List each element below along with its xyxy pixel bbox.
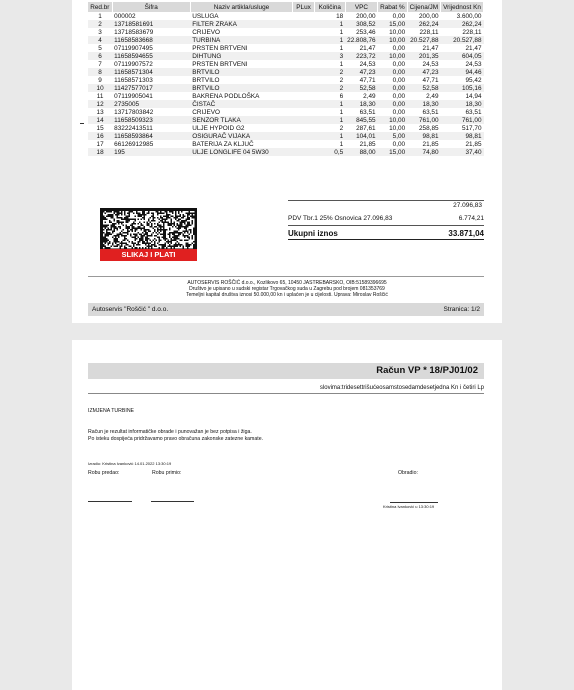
cell-naziv: BRTVILO: [190, 68, 293, 76]
invoice-page-1: [72, 0, 502, 323]
cell-cijena: 21,85: [422, 140, 439, 148]
cell-kolicina: 6: [339, 92, 344, 100]
cell-naziv: ČISTAČ: [190, 100, 293, 108]
cell-plux: [293, 12, 315, 20]
cell-kolicina: 2: [314, 68, 345, 76]
cell-rb: 15: [96, 124, 104, 132]
cell-naziv: BRTVILO: [192, 76, 220, 84]
cell-kolicina: 2: [339, 124, 344, 132]
table-row: [88, 132, 484, 140]
cell-naziv: TURBINA: [190, 36, 293, 44]
cell-vrijednost: 20.527,88: [441, 36, 484, 44]
cell-cijena: 63,51: [422, 108, 439, 116]
cell-cijena: 47,71: [422, 76, 439, 84]
cell-sifra: 11658594655: [112, 52, 190, 60]
cell-vpc: 88,00: [345, 148, 377, 156]
cell-vrijednost: 105,16: [441, 84, 484, 92]
cell-kolicina: 1: [314, 20, 345, 28]
cell-vrijednost: 262,24: [441, 20, 484, 28]
cell-kolicina: 1: [339, 44, 344, 52]
subtotal-row: [288, 200, 484, 210]
cell-rb: 7: [98, 60, 102, 68]
footer-page-number: Stranica: 1/2: [443, 306, 480, 313]
cell-rabat: 0,00: [392, 92, 406, 100]
cell-sifra: 83222413511: [114, 124, 153, 132]
cell-rabat: 0,00: [378, 100, 408, 108]
cell-rabat: 10,00: [378, 36, 408, 44]
total-value: 33.871,04: [448, 229, 484, 238]
disclaimer-line2: Po isteku dospijeća pridržavamo pravo obračuna zakonske zatezne kamate.: [88, 436, 264, 442]
cell-rabat: 0,00: [392, 60, 406, 68]
cell-kolicina: 2: [314, 84, 345, 92]
issued-by: Izradio: Kristina Ivanković 14.01.2022 13:30:19: [88, 461, 172, 466]
amount-words-rule: [88, 393, 484, 394]
cell-kolicina: 1: [314, 132, 345, 140]
cell-vpc: 24,53: [359, 60, 376, 68]
table-row: [88, 92, 484, 100]
obradio-label: Obradio:: [398, 470, 418, 476]
cell-kolicina: 18: [336, 12, 344, 20]
cell-vpc: 2,49: [363, 92, 376, 100]
table-row: [88, 68, 484, 76]
cell-kolicina: 0,5: [314, 148, 345, 156]
cell-rb: 5: [98, 44, 102, 52]
pdv-value: 6.774,21: [458, 215, 484, 222]
cell-rb: 12: [88, 100, 112, 108]
total-label: Ukupni iznos: [288, 229, 338, 238]
cell-cijena: 18,30: [407, 100, 440, 108]
cell-rb: 8: [88, 68, 112, 76]
cell-rabat: 0,00: [392, 108, 406, 116]
cell-plux: [293, 124, 315, 132]
cell-vpc: 47,71: [359, 76, 376, 84]
cell-vpc: 21,47: [359, 44, 376, 52]
cell-vrijednost: 63,51: [465, 108, 482, 116]
cell-kolicina: 1: [339, 28, 344, 36]
invoice-title-bar: [88, 363, 484, 379]
table-row: [88, 52, 484, 60]
invoice-title: Račun VP * 18/PJ01/02: [376, 365, 478, 376]
invoice-page-2: [72, 340, 502, 690]
cell-rabat: 0,00: [392, 12, 406, 20]
cell-sifra: 11658593864: [112, 132, 190, 140]
cell-vpc: 22.808,76: [347, 36, 376, 44]
cell-vrijednost: 21,85: [465, 140, 482, 148]
cell-sifra: 13718581691: [112, 20, 190, 28]
cell-vpc: 253,46: [356, 28, 376, 36]
cell-naziv: USLUGA: [192, 12, 219, 20]
table-row: [88, 12, 484, 20]
cell-rabat: 5,00: [378, 132, 408, 140]
cell-kolicina: 1: [314, 116, 345, 124]
cell-rabat: 0,00: [392, 44, 406, 52]
cell-rabat: 10,00: [389, 28, 406, 36]
cell-naziv: PRSTEN BRTVENI: [192, 60, 248, 68]
col-header-vrijednost: Vrijednost Kn: [441, 2, 484, 12]
cell-sifra: 13717803842: [114, 108, 154, 116]
cell-naziv: FILTER ZRAKA: [190, 20, 293, 28]
cell-sifra: 11658509323: [112, 116, 190, 124]
table-row: [88, 84, 484, 92]
company-info-line2: Društvo je upisano u sudski registar Trgovačkog suda u Zagrebu pod brojem 081353769: [189, 286, 385, 292]
cell-plux: [293, 116, 315, 124]
cell-cijena: 201,35: [407, 52, 440, 60]
cell-rb: 10: [88, 84, 112, 92]
footer-rule: [88, 276, 484, 277]
cell-plux: [293, 44, 315, 52]
cell-rb: 13: [96, 108, 104, 116]
cell-rabat: 15,00: [378, 148, 408, 156]
cell-cijena: 52,58: [407, 84, 440, 92]
cell-naziv: ULJE HYPOID G2: [192, 124, 245, 132]
cell-kolicina: 3: [314, 52, 345, 60]
cell-rb: 4: [88, 36, 112, 44]
cell-vrijednost: 3.600,00: [456, 12, 482, 20]
cell-sifra: 07119907572: [114, 60, 153, 68]
cell-plux: [293, 132, 315, 140]
cell-plux: [293, 76, 315, 84]
cell-vpc: 845,55: [345, 116, 377, 124]
cell-plux: [293, 60, 315, 68]
col-header-plux: PLux: [293, 2, 315, 12]
cell-cijena: 24,53: [422, 60, 439, 68]
cell-rb: 16: [88, 132, 112, 140]
table-row: [88, 100, 484, 108]
col-header-sifra: Šifra: [112, 2, 190, 12]
total-bottom-rule: [288, 239, 484, 240]
cell-naziv: CRIJEVO: [192, 28, 220, 36]
cell-rabat: 10,00: [378, 116, 408, 124]
cell-rb: 17: [96, 140, 104, 148]
cell-sifra: 2735005: [112, 100, 190, 108]
cell-naziv: BATERIJA ZA KLJUČ: [192, 140, 254, 148]
obradio-signature-line: [390, 502, 438, 503]
items-table: [88, 2, 484, 156]
cell-plux: [293, 36, 315, 44]
invoice-note: IZMJENA TURBINE: [88, 408, 135, 414]
page-footer-bar: [88, 303, 484, 316]
company-info-line3: Temeljni kapital društva iznosi 50.000,00 kn i uplaćen je u cijelosti. Uprava: Miroslav Roščić: [186, 292, 388, 298]
cell-vrijednost: 228,11: [462, 28, 482, 36]
cell-sifra: 13718583679: [114, 28, 154, 36]
subtotal-value: 27.096,83: [453, 202, 482, 209]
cell-vpc: 308,52: [345, 20, 377, 28]
cell-vrijednost: 95,42: [465, 76, 482, 84]
cell-rb: 9: [98, 76, 102, 84]
cell-rabat: 10,00: [378, 52, 408, 60]
cell-vrijednost: 21,47: [465, 44, 482, 52]
cell-kolicina: 1: [339, 140, 344, 148]
cell-kolicina: 1: [314, 36, 345, 44]
cell-kolicina: 1: [314, 100, 345, 108]
margin-mark: [80, 123, 84, 124]
cell-plux: [293, 100, 315, 108]
cell-naziv: DIHTUNG: [190, 52, 293, 60]
cell-cijena: 47,23: [407, 68, 440, 76]
cell-sifra: 66126912985: [114, 140, 154, 148]
cell-sifra: 000002: [114, 12, 136, 20]
company-info: [72, 280, 502, 298]
cell-vpc: 287,61: [356, 124, 376, 132]
cell-rabat: 0,00: [392, 76, 406, 84]
cell-vrijednost: 98,81: [441, 132, 484, 140]
table-row: [88, 148, 484, 156]
cell-vpc: 104,01: [345, 132, 377, 140]
robu-predao-signature-line: [88, 501, 132, 502]
cell-sifra: 07119905041: [114, 92, 153, 100]
obradio-signature: Kristina Ivanković u 13:30:19: [383, 504, 435, 509]
cell-sifra: 11658583668: [112, 36, 190, 44]
table-row: [88, 44, 484, 52]
cell-plux: [293, 108, 315, 116]
cell-rb: 11: [96, 92, 104, 100]
cell-rb: 14: [88, 116, 112, 124]
disclaimer-line1: Račun je rezultat informatičke obrade i punovažan je bez potpisa i žiga.: [88, 429, 252, 435]
cell-vpc: 21,85: [359, 140, 376, 148]
cell-naziv: OSIGURAČ VIJAKA: [190, 132, 293, 140]
cell-rabat: 0,00: [378, 68, 408, 76]
robu-primio-label: Robu primio:: [152, 470, 182, 476]
cell-cijena: 761,00: [407, 116, 440, 124]
pay-button[interactable]: SLIKAJ I PLATI: [100, 249, 197, 261]
cell-rabat: 0,00: [378, 84, 408, 92]
total-top-rule: [288, 225, 484, 226]
cell-rb: 3: [98, 28, 102, 36]
footer-company: Autoservis "Roščić " d.o.o.: [92, 306, 169, 313]
cell-rb: 18: [88, 148, 112, 156]
cell-sifra: 11658571304: [112, 68, 190, 76]
cell-plux: [293, 84, 315, 92]
col-header-cijena: Cijena/JM: [407, 2, 440, 12]
cell-cijena: 74,80: [407, 148, 440, 156]
cell-sifra: 11427577017: [112, 84, 190, 92]
cell-cijena: 262,24: [407, 20, 440, 28]
cell-cijena: 20.527,88: [407, 36, 440, 44]
cell-vrijednost: 761,00: [441, 116, 484, 124]
table-row: [88, 36, 484, 44]
cell-rabat: 10,00: [389, 124, 406, 132]
table-row: [88, 140, 484, 148]
cell-vpc: 200,00: [356, 12, 376, 20]
cell-vrijednost: 37,40: [441, 148, 484, 156]
table-row: [88, 60, 484, 68]
cell-cijena: 2,49: [426, 92, 439, 100]
cell-plux: [293, 140, 315, 148]
cell-naziv: SENZOR TLAKA: [190, 116, 293, 124]
cell-sifra: 07119907495: [114, 44, 153, 52]
cell-vrijednost: 24,53: [465, 60, 482, 68]
table-row: [88, 76, 484, 84]
cell-plux: [293, 92, 315, 100]
cell-vrijednost: 517,70: [461, 124, 482, 132]
pdv-label: PDV Tbr.1 25% Osnovica 27.096,83: [288, 215, 393, 222]
cell-rabat: 15,00: [378, 20, 408, 28]
cell-plux: [293, 148, 315, 156]
robu-primio-signature-line: [151, 501, 194, 502]
cell-rabat: 0,00: [392, 140, 406, 148]
col-header-vpc: VPC: [345, 2, 377, 12]
cell-sifra: 195: [112, 148, 190, 156]
cell-naziv: PRSTEN BRTVENI: [192, 44, 248, 52]
cell-plux: [293, 28, 315, 36]
cell-vpc: 223,72: [345, 52, 377, 60]
table-row: [88, 20, 484, 28]
cell-sifra: 11658571303: [114, 76, 153, 84]
table-row: [88, 108, 484, 116]
cell-cijena: 258,85: [419, 124, 439, 132]
cell-cijena: 228,11: [419, 28, 439, 36]
cell-rb: 1: [98, 12, 102, 20]
table-row: [88, 116, 484, 124]
robu-predao-label: Robu predao:: [88, 470, 120, 476]
cell-vrijednost: 18,30: [441, 100, 484, 108]
cell-plux: [293, 68, 315, 76]
cell-cijena: 200,00: [419, 12, 439, 20]
table-row: [88, 124, 484, 132]
cell-kolicina: 1: [339, 60, 344, 68]
company-info-line1: AUTOSERVIS ROŠČIĆ d.o.o., Kozlikovo 65, 10450 JASTREBARSKO, OIB:51589396695: [187, 280, 387, 286]
cell-plux: [293, 52, 315, 60]
items-table-header: [88, 2, 484, 12]
cell-vpc: 47,23: [345, 68, 377, 76]
col-header-naziv: Naziv artikla/usluge: [190, 2, 293, 12]
payment-barcode: [100, 208, 197, 250]
table-row: [88, 28, 484, 36]
cell-plux: [293, 20, 315, 28]
cell-naziv: CRIJEVO: [192, 108, 220, 116]
cell-cijena: 21,47: [422, 44, 439, 52]
cell-naziv: ULJE LONGLIFE 04 5W30: [190, 148, 293, 156]
col-header-rb: Red.br: [88, 2, 112, 12]
cell-vpc: 52,58: [345, 84, 377, 92]
cell-vrijednost: 94,46: [441, 68, 484, 76]
cell-naziv: BAKRENA PODLOŠKA: [192, 92, 260, 100]
cell-cijena: 98,81: [407, 132, 440, 140]
cell-vpc: 63,51: [359, 108, 376, 116]
col-header-rabat: Rabat %: [378, 2, 408, 12]
cell-rb: 6: [88, 52, 112, 60]
amount-in-words: slovima:tridesettrišućeosamstosedamdesetjedna Kn i četiri Lp: [319, 385, 484, 391]
items-table-body: [88, 12, 484, 156]
cell-naziv: BRTVILO: [190, 84, 293, 92]
cell-kolicina: 1: [339, 108, 344, 116]
cell-rb: 2: [88, 20, 112, 28]
cell-kolicina: 2: [339, 76, 344, 84]
cell-vrijednost: 604,05: [441, 52, 484, 60]
col-header-kolicina: Količina: [314, 2, 345, 12]
cell-vpc: 18,30: [345, 100, 377, 108]
cell-vrijednost: 14,94: [465, 92, 482, 100]
